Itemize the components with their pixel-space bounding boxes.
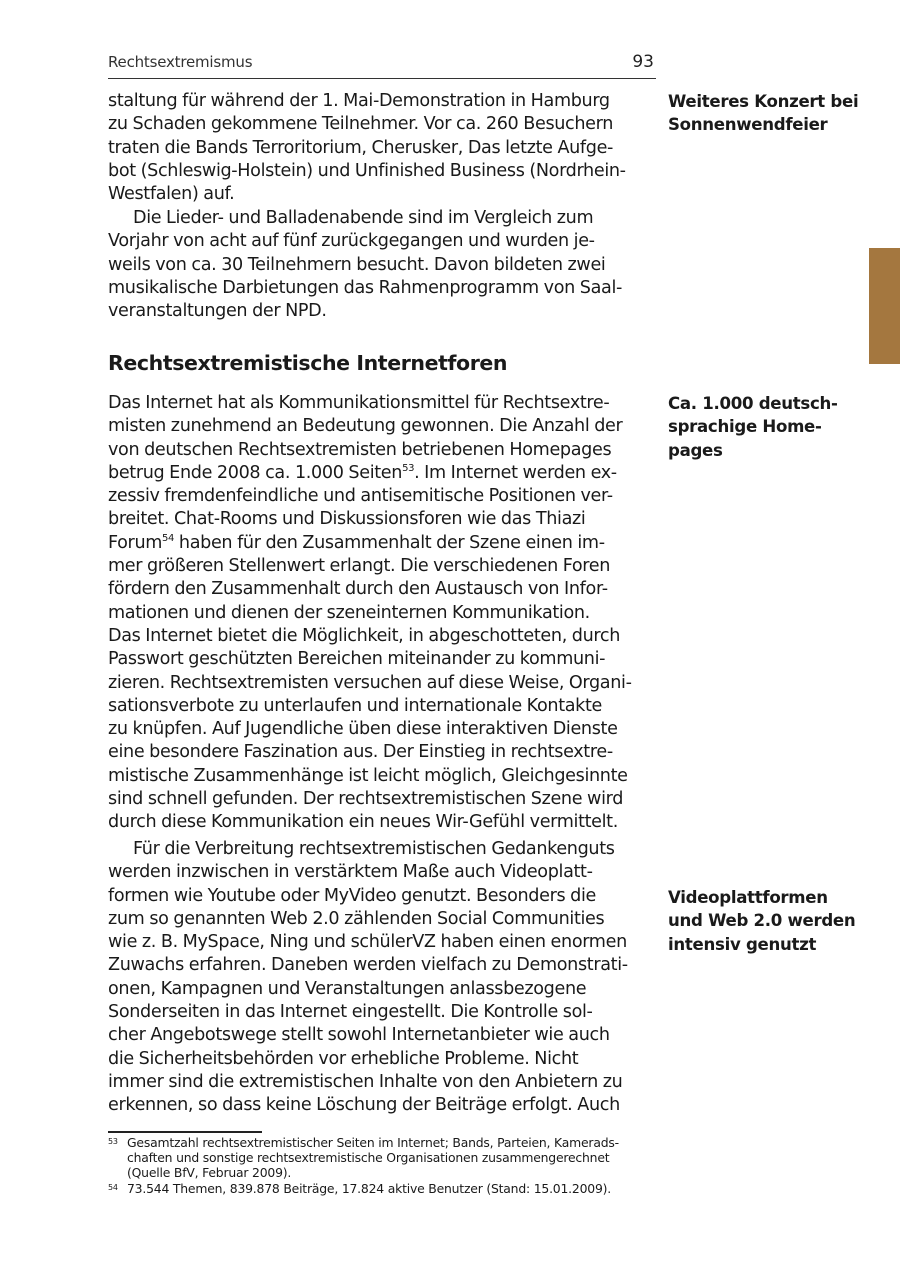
text-line: zu Schaden gekommene Teilnehmer. Vor ca. 260 Besuchern xyxy=(108,114,614,135)
text-segment: haben für den Zusammenhalt der Szene einen im- xyxy=(174,532,605,553)
body-paragraph-3 xyxy=(108,392,656,835)
text-line: mationen und dienen der szeneinternen Kommunikation. xyxy=(108,602,590,623)
body-paragraph-2 xyxy=(108,207,656,323)
text-line: musikalische Darbietungen das Rahmenprogramm von Saal- xyxy=(108,277,622,298)
footnote-divider xyxy=(108,1131,262,1133)
text-line xyxy=(108,462,656,485)
footnote-ref-53[interactable]: 53 xyxy=(402,462,415,474)
text-line: bot (Schleswig-Holstein) und Unfinished Business (Nordrhein- xyxy=(108,160,626,181)
text-line: Das Internet bietet die Möglichkeit, in abgeschotteten, durch xyxy=(108,625,621,646)
text-line: wie z. B. MySpace, Ning und schülerVZ haben einen enormen xyxy=(108,932,627,953)
footnote-53 xyxy=(108,1135,656,1181)
text-line: Für die Verbreitung rechtsextremistischen Gedankenguts xyxy=(133,839,615,859)
text-line: Das Internet hat als Kommunikationsmittel für Rechtsextre- xyxy=(108,393,610,413)
text-line: Vorjahr von acht auf fünf zurückgegangen und wurden je- xyxy=(108,231,595,252)
text-line: die Sicherheitsbehörden vor erhebliche Probleme. Nicht xyxy=(108,1048,579,1069)
footnotes xyxy=(108,1135,656,1196)
body-paragraph-1 xyxy=(108,90,656,206)
footnote-line: (Quelle BfV, Februar 2009). xyxy=(127,1165,292,1181)
text-line: fördern den Zusammenhalt durch den Austausch von Infor- xyxy=(108,579,608,600)
text-line: zum so genannten Web 2.0 zählenden Social Communities xyxy=(108,908,605,929)
section-heading: Rechtsextremistische Internetforen xyxy=(108,351,508,375)
running-header xyxy=(108,52,656,79)
text-line: eine besondere Faszination aus. Der Einstieg in rechtsextre- xyxy=(108,742,613,763)
margin-note-line: Videoplattformen xyxy=(668,888,828,907)
text-line: von deutschen Rechtsextremisten betriebenen Homepages xyxy=(108,439,612,460)
margin-note-line: pages xyxy=(668,440,723,460)
text-line: zieren. Rechtsextremisten versuchen auf diese Weise, Organi- xyxy=(108,672,632,693)
text-line: Westfalen) auf. xyxy=(108,184,235,205)
margin-note-line: intensiv genutzt xyxy=(668,934,817,954)
text-line: mer größeren Stellenwert erlangt. Die verschiedenen Foren xyxy=(108,556,611,577)
text-line: cher Angebotswege stellt sowohl Internetanbieter wie auch xyxy=(108,1025,610,1046)
text-line: staltung für während der 1. Mai-Demonstration in Hamburg xyxy=(108,91,610,111)
footnote-line: chaften und sonstige rechtsextremistische Organisationen zusammengerechnet xyxy=(127,1150,610,1166)
text-line: Sonderseiten in das Internet eingestellt. Die Kontrolle sol- xyxy=(108,1002,593,1023)
text-line: Zuwachs erfahren. Daneben werden vielfach zu Demonstrati- xyxy=(108,955,628,976)
footnote-number: 53 xyxy=(108,1137,118,1146)
text-line xyxy=(108,532,656,555)
text-line: veranstaltungen der NPD. xyxy=(108,301,327,322)
text-line: weils von ca. 30 Teilnehmern besucht. Davon bildeten zwei xyxy=(108,254,606,275)
footnote-line: Gesamtzahl rechtsextremistischer Seiten im Internet; Bands, Parteien, Kamerads- xyxy=(127,1135,619,1150)
page-number: 93 xyxy=(632,52,654,72)
text-line: traten die Bands Terroritorium, Cherusker, Das letzte Aufge- xyxy=(108,137,614,158)
text-segment: . Im Internet werden ex- xyxy=(414,462,617,483)
footnote-54 xyxy=(108,1181,656,1196)
text-line: sationsverbote zu unterlaufen und internationale Kontakte xyxy=(108,695,603,716)
text-line: mistische Zusammenhänge ist leicht möglich, Gleichgesinnte xyxy=(108,765,628,786)
text-line: immer sind die extremistischen Inhalte von den Anbietern zu xyxy=(108,1071,623,1092)
footnote-ref-54[interactable]: 54 xyxy=(162,532,175,544)
footnote-number: 54 xyxy=(108,1182,118,1192)
text-segment: Forum xyxy=(108,532,163,553)
text-line: werden inzwischen in verstärktem Maße auch Videoplatt- xyxy=(108,862,593,883)
text-line: Die Lieder- und Balladenabende sind im Vergleich zum xyxy=(133,208,594,228)
margin-note-line: sprachige Home- xyxy=(668,417,822,437)
margin-note-line: Weiteres Konzert bei xyxy=(668,92,859,111)
text-line: formen wie Youtube oder MyVideo genutzt. Besonders die xyxy=(108,885,596,906)
margin-note-line: Sonnenwendfeier xyxy=(668,115,828,135)
margin-note-line: und Web 2.0 werden xyxy=(668,911,856,931)
text-line: sind schnell gefunden. Der rechtsextremistischen Szene wird xyxy=(108,789,624,810)
text-line: zu knüpfen. Auf Jugendliche üben diese interaktiven Dienste xyxy=(108,719,618,740)
text-line: zessiv fremdenfeindliche und antisemitische Positionen ver- xyxy=(108,486,613,507)
running-title: Rechtsextremismus xyxy=(108,53,253,71)
text-line: misten zunehmend an Bedeutung gewonnen. Die Anzahl der xyxy=(108,416,623,437)
margin-note-3 xyxy=(668,886,868,956)
margin-note-line: Ca. 1.000 deutsch- xyxy=(668,394,838,413)
text-line: Passwort geschützten Bereichen miteinander zu kommuni- xyxy=(108,649,606,670)
margin-note-1 xyxy=(668,90,868,137)
body-paragraph-4 xyxy=(108,838,656,1118)
text-line: breitet. Chat-Rooms und Diskussionsforen wie das Thiazi xyxy=(108,509,586,530)
text-segment: betrug Ende 2008 ca. 1.000 Seiten xyxy=(108,462,403,483)
text-line: erkennen, so dass keine Löschung der Beiträge erfolgt. Auch xyxy=(108,1095,620,1116)
footnote-line: 73.544 Themen, 839.878 Beiträge, 17.824 aktive Benutzer (Stand: 15.01.2009). xyxy=(127,1180,612,1196)
text-line: durch diese Kommunikation ein neues Wir-Gefühl vermittelt. xyxy=(108,812,618,833)
chapter-thumb-tab xyxy=(869,248,900,364)
margin-note-2 xyxy=(668,392,868,462)
text-line: onen, Kampagnen und Veranstaltungen anlassbezogene xyxy=(108,978,587,999)
